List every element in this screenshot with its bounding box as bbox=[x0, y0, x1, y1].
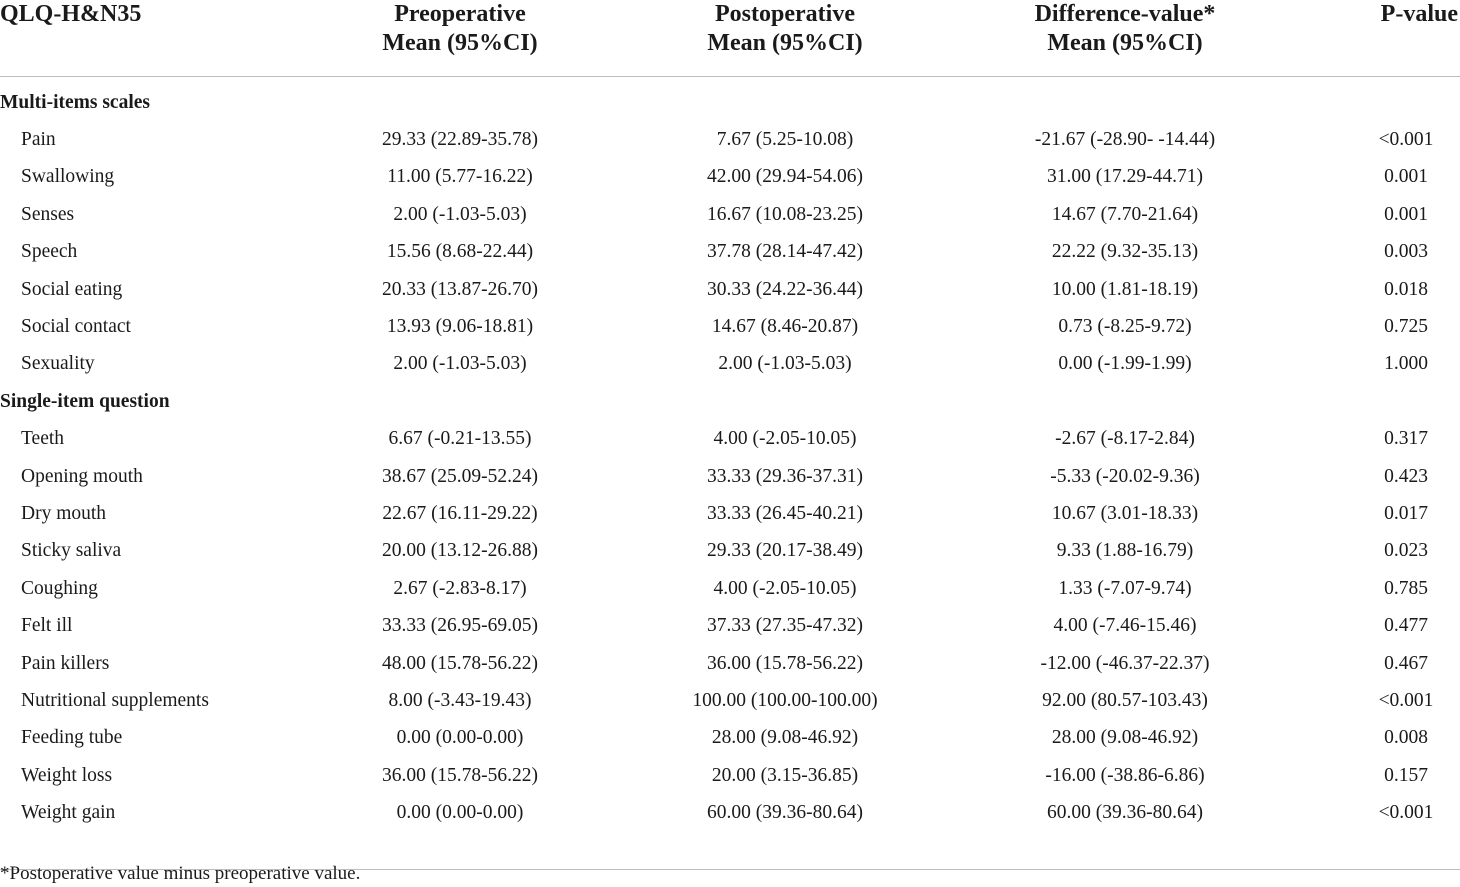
table-row bbox=[0, 645, 1460, 682]
row-preoperative: 33.33 (26.95-69.05) bbox=[382, 615, 538, 637]
row-difference: -5.33 (-20.02-9.36) bbox=[1050, 465, 1200, 487]
header-difference-line2: Mean (95%CI) bbox=[1047, 30, 1203, 56]
row-p-value: <0.001 bbox=[1378, 129, 1434, 151]
table-row bbox=[0, 159, 1460, 196]
row-label: Swallowing bbox=[21, 166, 115, 188]
row-p-value: 0.157 bbox=[1384, 764, 1428, 786]
row-p-value: 0.001 bbox=[1384, 203, 1428, 225]
row-difference: 14.67 (7.70-21.64) bbox=[1051, 203, 1199, 225]
row-p-value: 0.477 bbox=[1384, 615, 1428, 637]
row-p-value: 0.023 bbox=[1384, 540, 1428, 562]
row-postoperative: 4.00 (-2.05-10.05) bbox=[713, 577, 857, 599]
header-difference bbox=[950, 0, 1300, 77]
row-postoperative: 28.00 (9.08-46.92) bbox=[711, 727, 859, 749]
row-postoperative: 2.00 (-1.03-5.03) bbox=[718, 353, 852, 375]
row-postoperative: 36.00 (15.78-56.22) bbox=[707, 652, 863, 674]
row-preoperative: 36.00 (15.78-56.22) bbox=[382, 764, 538, 786]
row-difference: 60.00 (39.36-80.64) bbox=[1047, 802, 1203, 824]
row-postoperative bbox=[620, 832, 950, 870]
row-difference: 9.33 (1.88-16.79) bbox=[1056, 540, 1194, 562]
row-postoperative: 37.78 (28.14-47.42) bbox=[707, 241, 863, 263]
header-postoperative bbox=[620, 0, 950, 77]
table-row bbox=[0, 570, 1460, 607]
row-postoperative: 14.67 (8.46-20.87) bbox=[711, 316, 859, 338]
table-header bbox=[0, 0, 1460, 77]
row-p-value: 0.003 bbox=[1384, 241, 1428, 263]
row-preoperative: 22.67 (16.11-29.22) bbox=[382, 502, 538, 524]
row-difference: 0.73 (-8.25-9.72) bbox=[1058, 316, 1192, 338]
row-postoperative: 33.33 (29.36-37.31) bbox=[707, 465, 863, 487]
row-label: Pain bbox=[21, 129, 56, 151]
row-difference: 92.00 (80.57-103.43) bbox=[1042, 689, 1208, 711]
table-row bbox=[0, 196, 1460, 233]
table-row bbox=[0, 682, 1460, 719]
header-preoperative-line2: Mean (95%CI) bbox=[382, 30, 538, 56]
row-postoperative: 29.33 (20.17-38.49) bbox=[707, 540, 863, 562]
row-label: Speech bbox=[21, 241, 78, 263]
row-preoperative: 38.67 (25.09-52.24) bbox=[382, 465, 538, 487]
row-label: Weight gain bbox=[21, 802, 116, 824]
row-label: Social contact bbox=[21, 316, 131, 338]
table-row bbox=[0, 607, 1460, 644]
header-p-value: P-value bbox=[1300, 0, 1460, 77]
header-questionnaire: QLQ-H&N35 bbox=[0, 0, 300, 77]
table-row bbox=[0, 794, 1460, 831]
row-difference: 10.67 (3.01-18.33) bbox=[1051, 502, 1199, 524]
row-preoperative: 15.56 (8.68-22.44) bbox=[386, 241, 534, 263]
row-postoperative: 4.00 (-2.05-10.05) bbox=[713, 428, 857, 450]
row-postoperative: 100.00 (100.00-100.00) bbox=[692, 689, 878, 711]
row-difference: 22.22 (9.32-35.13) bbox=[1051, 241, 1199, 263]
row-preoperative: 13.93 (9.06-18.81) bbox=[386, 316, 534, 338]
header-postoperative-line1: Postoperative bbox=[715, 1, 855, 27]
row-postoperative: 16.67 (10.08-23.25) bbox=[707, 203, 863, 225]
row-p-value: 1.000 bbox=[1384, 353, 1428, 375]
row-postoperative: 60.00 (39.36-80.64) bbox=[707, 802, 863, 824]
row-postoperative: 20.00 (3.15-36.85) bbox=[711, 764, 859, 786]
row-label: Feeding tube bbox=[21, 727, 123, 749]
row-preoperative: 48.00 (15.78-56.22) bbox=[382, 652, 538, 674]
row-p-value: 0.017 bbox=[1384, 502, 1428, 524]
row-preoperative: 0.00 (0.00-0.00) bbox=[396, 802, 524, 824]
row-p-value bbox=[1300, 832, 1460, 870]
row-preoperative: 2.00 (-1.03-5.03) bbox=[393, 203, 527, 225]
table-row bbox=[0, 495, 1460, 532]
row-label: Coughing bbox=[21, 577, 98, 599]
table-row bbox=[0, 121, 1460, 158]
row-difference: 31.00 (17.29-44.71) bbox=[1047, 166, 1203, 188]
table-row bbox=[0, 308, 1460, 345]
row-preoperative: 2.00 (-1.03-5.03) bbox=[393, 353, 527, 375]
table-row bbox=[0, 271, 1460, 308]
table-row bbox=[0, 533, 1460, 570]
row-p-value: 0.423 bbox=[1384, 465, 1428, 487]
section-title: Single-item question bbox=[0, 390, 170, 412]
row-label: Felt ill bbox=[21, 615, 73, 637]
row-label: Teeth bbox=[21, 428, 65, 450]
row-preoperative: 6.67 (-0.21-13.55) bbox=[388, 428, 532, 450]
table-row bbox=[0, 720, 1460, 757]
table-row bbox=[0, 234, 1460, 271]
row-label: Senses bbox=[21, 203, 75, 225]
table-body bbox=[0, 77, 1460, 870]
row-p-value: 0.467 bbox=[1384, 652, 1428, 674]
row-p-value: 0.317 bbox=[1384, 428, 1428, 450]
row-difference: 10.00 (1.81-18.19) bbox=[1051, 278, 1199, 300]
row-preoperative: 8.00 (-3.43-19.43) bbox=[388, 689, 532, 711]
table-row bbox=[0, 458, 1460, 495]
row-difference: 1.33 (-7.07-9.74) bbox=[1058, 577, 1192, 599]
table-row bbox=[0, 346, 1460, 383]
row-p-value: <0.001 bbox=[1378, 802, 1434, 824]
row-p-value: 0.001 bbox=[1384, 166, 1428, 188]
row-postoperative: 37.33 (27.35-47.32) bbox=[707, 615, 863, 637]
header-preoperative-line1: Preoperative bbox=[394, 1, 526, 27]
row-label: Nutritional supplements bbox=[21, 689, 209, 711]
row-difference: -21.67 (-28.90- -14.44) bbox=[1034, 129, 1216, 151]
section-title: Multi-items scales bbox=[0, 91, 151, 113]
row-difference bbox=[950, 832, 1300, 870]
table-row bbox=[0, 421, 1460, 458]
header-row bbox=[0, 0, 1460, 77]
row-preoperative: 20.33 (13.87-26.70) bbox=[382, 278, 538, 300]
row-preoperative: 29.33 (22.89-35.78) bbox=[382, 129, 538, 151]
row-postoperative: 30.33 (24.22-36.44) bbox=[707, 278, 863, 300]
row-p-value: 0.018 bbox=[1384, 278, 1428, 300]
row-p-value: 0.725 bbox=[1384, 316, 1428, 338]
row-p-value: <0.001 bbox=[1378, 689, 1434, 711]
row-label: Pain killers bbox=[21, 652, 110, 674]
row-difference: -2.67 (-8.17-2.84) bbox=[1055, 428, 1195, 450]
section-row-single-item bbox=[0, 383, 1460, 420]
table-footnote: *Postoperative value minus preoperative value. bbox=[0, 863, 361, 884]
row-difference: 0.00 (-1.99-1.99) bbox=[1058, 353, 1192, 375]
row-label: Sexuality bbox=[21, 353, 95, 375]
row-label: Weight loss bbox=[21, 764, 113, 786]
row-postoperative: 7.67 (5.25-10.08) bbox=[716, 129, 854, 151]
row-label: Sticky saliva bbox=[21, 540, 122, 562]
row-difference: -12.00 (-46.37-22.37) bbox=[1040, 652, 1210, 674]
row-preoperative: 11.00 (5.77-16.22) bbox=[387, 166, 533, 188]
row-label: Social eating bbox=[21, 278, 123, 300]
row-p-value: 0.008 bbox=[1384, 727, 1428, 749]
row-label: Opening mouth bbox=[21, 465, 143, 487]
row-preoperative: 0.00 (0.00-0.00) bbox=[396, 727, 524, 749]
row-difference: 4.00 (-7.46-15.46) bbox=[1053, 615, 1197, 637]
row-difference: -16.00 (-38.86-6.86) bbox=[1045, 764, 1205, 786]
row-postoperative: 42.00 (29.94-54.06) bbox=[707, 166, 863, 188]
header-preoperative bbox=[300, 0, 620, 77]
section-row-multi-items bbox=[0, 84, 1460, 121]
row-difference: 28.00 (9.08-46.92) bbox=[1051, 727, 1199, 749]
header-spacer bbox=[0, 77, 1460, 85]
row-p-value: 0.785 bbox=[1384, 577, 1428, 599]
row-preoperative: 20.00 (13.12-26.88) bbox=[382, 540, 538, 562]
row-label: Dry mouth bbox=[21, 502, 107, 524]
header-difference-line1: Difference-value* bbox=[1034, 1, 1216, 27]
table-row bbox=[0, 757, 1460, 794]
header-postoperative-line2: Mean (95%CI) bbox=[707, 30, 863, 56]
row-postoperative: 33.33 (26.45-40.21) bbox=[707, 502, 863, 524]
row-preoperative: 2.67 (-2.83-8.17) bbox=[393, 577, 527, 599]
